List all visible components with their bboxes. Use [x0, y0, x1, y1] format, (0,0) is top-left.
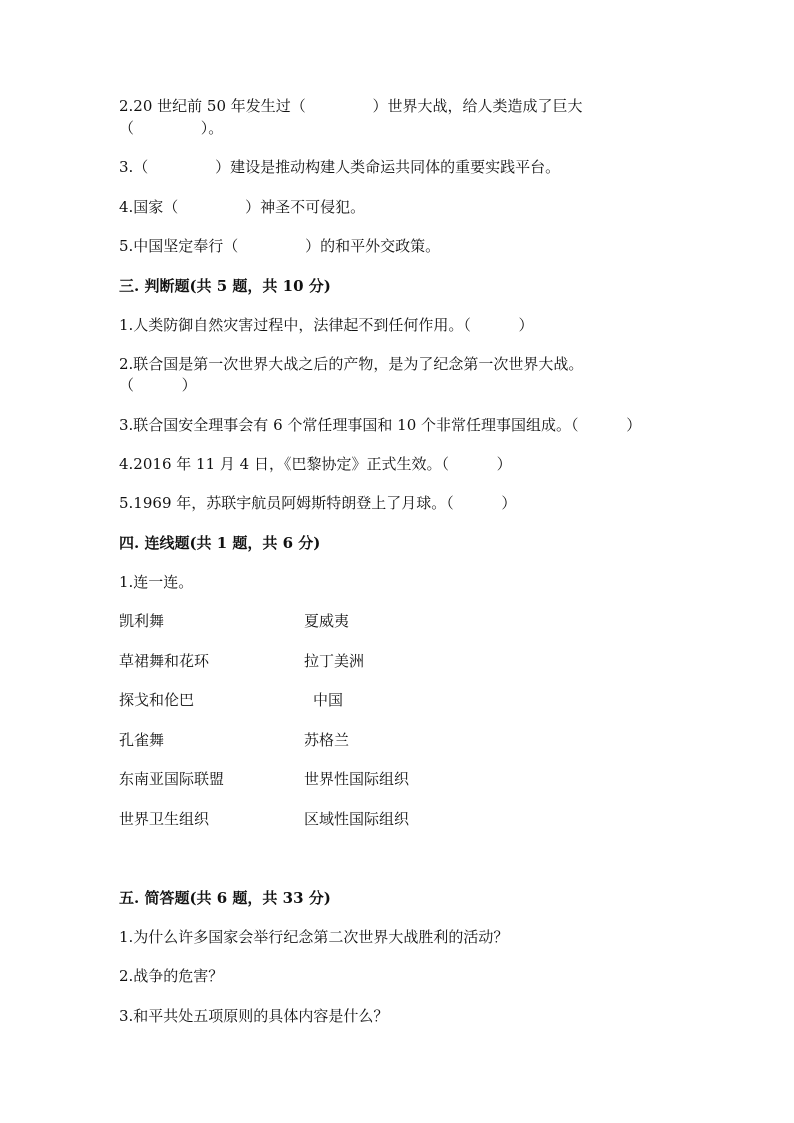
short-question-3: 3.和平共处五项原则的具体内容是什么？	[119, 1007, 389, 1025]
match-right-item: 夏威夷	[304, 612, 350, 630]
match-left-item: 东南亚国际联盟	[119, 770, 225, 788]
judge-question-3: 3.联合国安全理事会有 6 个常任理事国和 10 个非常任理事国组成。（ ）	[119, 416, 642, 434]
fill-question-5: 5.中国坚定奉行（ ）的和平外交政策。	[119, 237, 441, 255]
match-left-item: 探戈和伦巴	[119, 691, 195, 709]
fill-question-2-line-2: （ ）。	[119, 119, 224, 137]
match-left-item: 凯利舞	[119, 612, 165, 630]
match-right-item: 中国	[313, 691, 344, 709]
fill-question-4: 4.国家（ ）神圣不可侵犯。	[119, 198, 366, 216]
judge-question-1: 1.人类防御自然灾害过程中，法律起不到任何作用。（ ）	[119, 316, 534, 334]
match-right-item: 区域性国际组织	[304, 810, 410, 828]
match-left-item: 世界卫生组织	[119, 810, 210, 828]
judge-question-4: 4.2016 年 11 月 4 日，《巴黎协定》正式生效。（ ）	[119, 455, 512, 473]
match-right-item: 世界性国际组织	[304, 770, 410, 788]
match-right-item: 拉丁美洲	[304, 652, 365, 670]
match-left-item: 草裙舞和花环	[119, 652, 210, 670]
section-match-heading: 四. 连线题(共 1 题，共 6 分)	[119, 534, 321, 552]
section-judge-heading: 三. 判断题(共 5 题，共 10 分)	[119, 277, 331, 295]
fill-question-3: 3.（ ）建设是推动构建人类命运共同体的重要实践平台。	[119, 158, 561, 176]
short-question-2: 2.战争的危害？	[119, 967, 224, 985]
section-short-heading: 五. 简答题(共 6 题，共 33 分)	[119, 889, 331, 907]
match-question-1: 1.连一连。	[119, 573, 194, 591]
judge-question-2-line-2: （ ）	[119, 376, 197, 394]
judge-question-5: 5.1969 年，苏联宇航员阿姆斯特朗登上了月球。（ ）	[119, 494, 517, 512]
fill-question-2-line-1: 2.20 世纪前 50 年发生过（ ）世界大战，给人类造成了巨大	[119, 97, 583, 115]
match-right-item: 苏格兰	[304, 731, 350, 749]
judge-question-2-line-1: 2.联合国是第一次世界大战之后的产物，是为了纪念第一次世界大战。	[119, 355, 584, 373]
match-left-item: 孔雀舞	[119, 731, 165, 749]
short-question-1: 1.为什么许多国家会举行纪念第二次世界大战胜利的活动？	[119, 928, 509, 946]
